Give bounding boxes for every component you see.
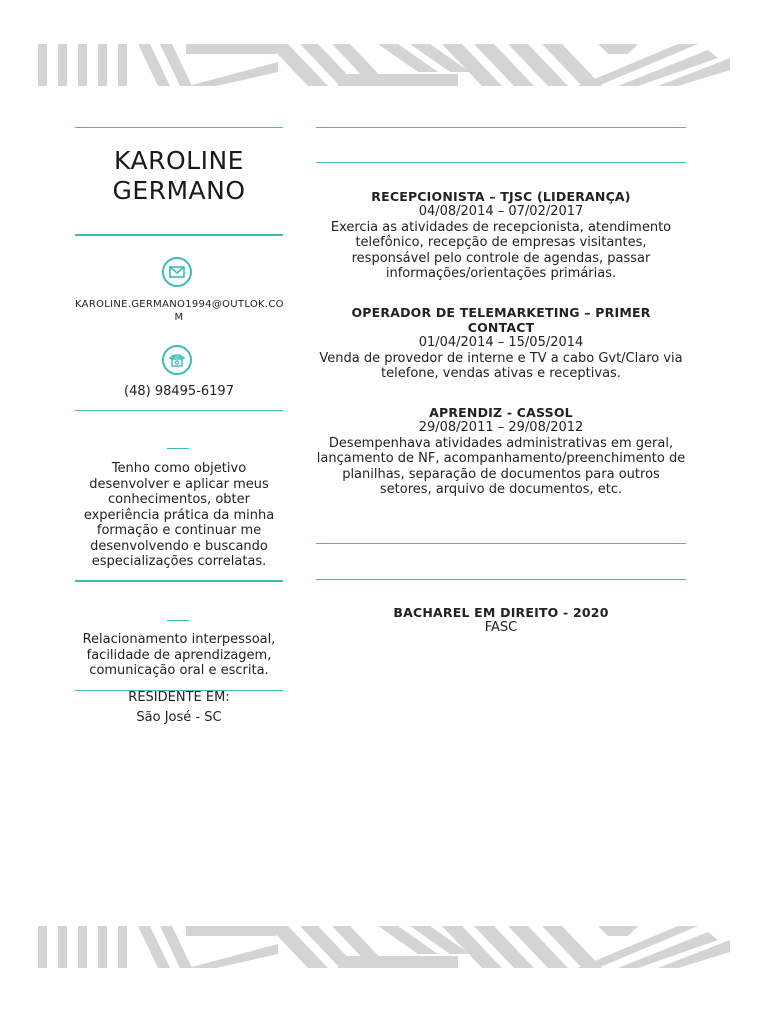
school-name: FASC	[484, 620, 518, 635]
job-title: OPERADOR DE TELEMARKETING – PRIMER	[351, 305, 651, 320]
job-description-line: telefônico, recepção de empresas visitantes,	[355, 235, 647, 250]
job-title: APRENDIZ - CASSOL	[429, 405, 573, 420]
objective-line: formação e continuar me	[96, 523, 262, 538]
divider	[75, 234, 283, 236]
job-dates: 04/08/2014 – 07/02/2017	[418, 204, 584, 219]
last-name: GERMANO	[112, 176, 246, 205]
phone-icon	[162, 345, 192, 375]
job-description-line: responsável pelo controle de agendas, passar	[351, 250, 651, 266]
experience-item	[316, 189, 686, 282]
residence-label: RESIDENTE EM:	[128, 690, 230, 705]
divider	[316, 543, 686, 544]
email-icon	[162, 257, 192, 287]
experience-item	[316, 405, 686, 498]
job-description-line: informações/orientações primárias.	[385, 266, 617, 281]
job-dates: 29/08/2011 – 29/08/2012	[418, 420, 584, 435]
education-item	[316, 605, 686, 636]
divider	[316, 162, 686, 163]
section-dash	[167, 620, 189, 621]
phone-number[interactable]: (48) 98495-6197	[124, 384, 234, 399]
skills-line: comunicação oral e escrita.	[89, 663, 269, 678]
job-description-line: lançamento de NF, acompanhamento/preenchimento de	[316, 451, 686, 466]
job-dates: 01/04/2014 – 15/05/2014	[418, 335, 584, 350]
job-title: CONTACT	[467, 320, 535, 335]
job-description-line: Venda de provedor de interne e TV a cabo Gvt/Claro via	[319, 350, 683, 366]
job-description-line: setores, arquivo de documentos, etc.	[379, 482, 623, 497]
residence-block	[75, 690, 283, 725]
divider	[75, 410, 283, 411]
objective-line: conhecimentos, obter	[108, 492, 250, 507]
divider	[316, 127, 686, 128]
email-line-2: M	[174, 312, 184, 323]
skills-text	[75, 632, 283, 679]
divider	[316, 579, 686, 580]
job-description-line: Exercia as atividades de recepcionista, atendimento	[330, 219, 672, 235]
objective-line: experiência prática da minha	[83, 507, 275, 523]
job-description-line: telefone, vendas ativas e receptivas.	[381, 366, 621, 381]
email-address[interactable]	[75, 298, 283, 324]
experience-item	[316, 305, 686, 382]
job-description-line: Desempenhava atividades administrativas em geral,	[328, 435, 674, 451]
bottom-decorative-band	[38, 926, 730, 968]
degree-title: BACHAREL EM DIREITO - 2020	[393, 605, 609, 620]
job-description-line: planilhas, separação de documentos para outros	[342, 466, 660, 482]
skills-line: facilidade de aprendizagem,	[86, 647, 272, 663]
objective-line: Tenho como objetivo	[111, 461, 247, 476]
objective-line: desenvolvendo e buscando	[90, 538, 268, 554]
first-name: KAROLINE	[114, 146, 244, 175]
divider	[75, 580, 283, 582]
objective-text	[75, 461, 283, 570]
divider	[75, 127, 283, 128]
section-dash	[167, 448, 189, 449]
candidate-name	[75, 146, 283, 206]
job-title: RECEPCIONISTA – TJSC (LIDERANÇA)	[371, 189, 631, 204]
email-line-1: KAROLINE.GERMANO1994@OUTLOK.CO	[75, 299, 284, 310]
top-decorative-band	[38, 44, 730, 86]
objective-line: especializações correlatas.	[91, 554, 267, 569]
objective-line: desenvolver e aplicar meus	[89, 476, 269, 492]
skills-line: Relacionamento interpessoal,	[82, 632, 276, 647]
residence-value: São José - SC	[136, 709, 222, 725]
